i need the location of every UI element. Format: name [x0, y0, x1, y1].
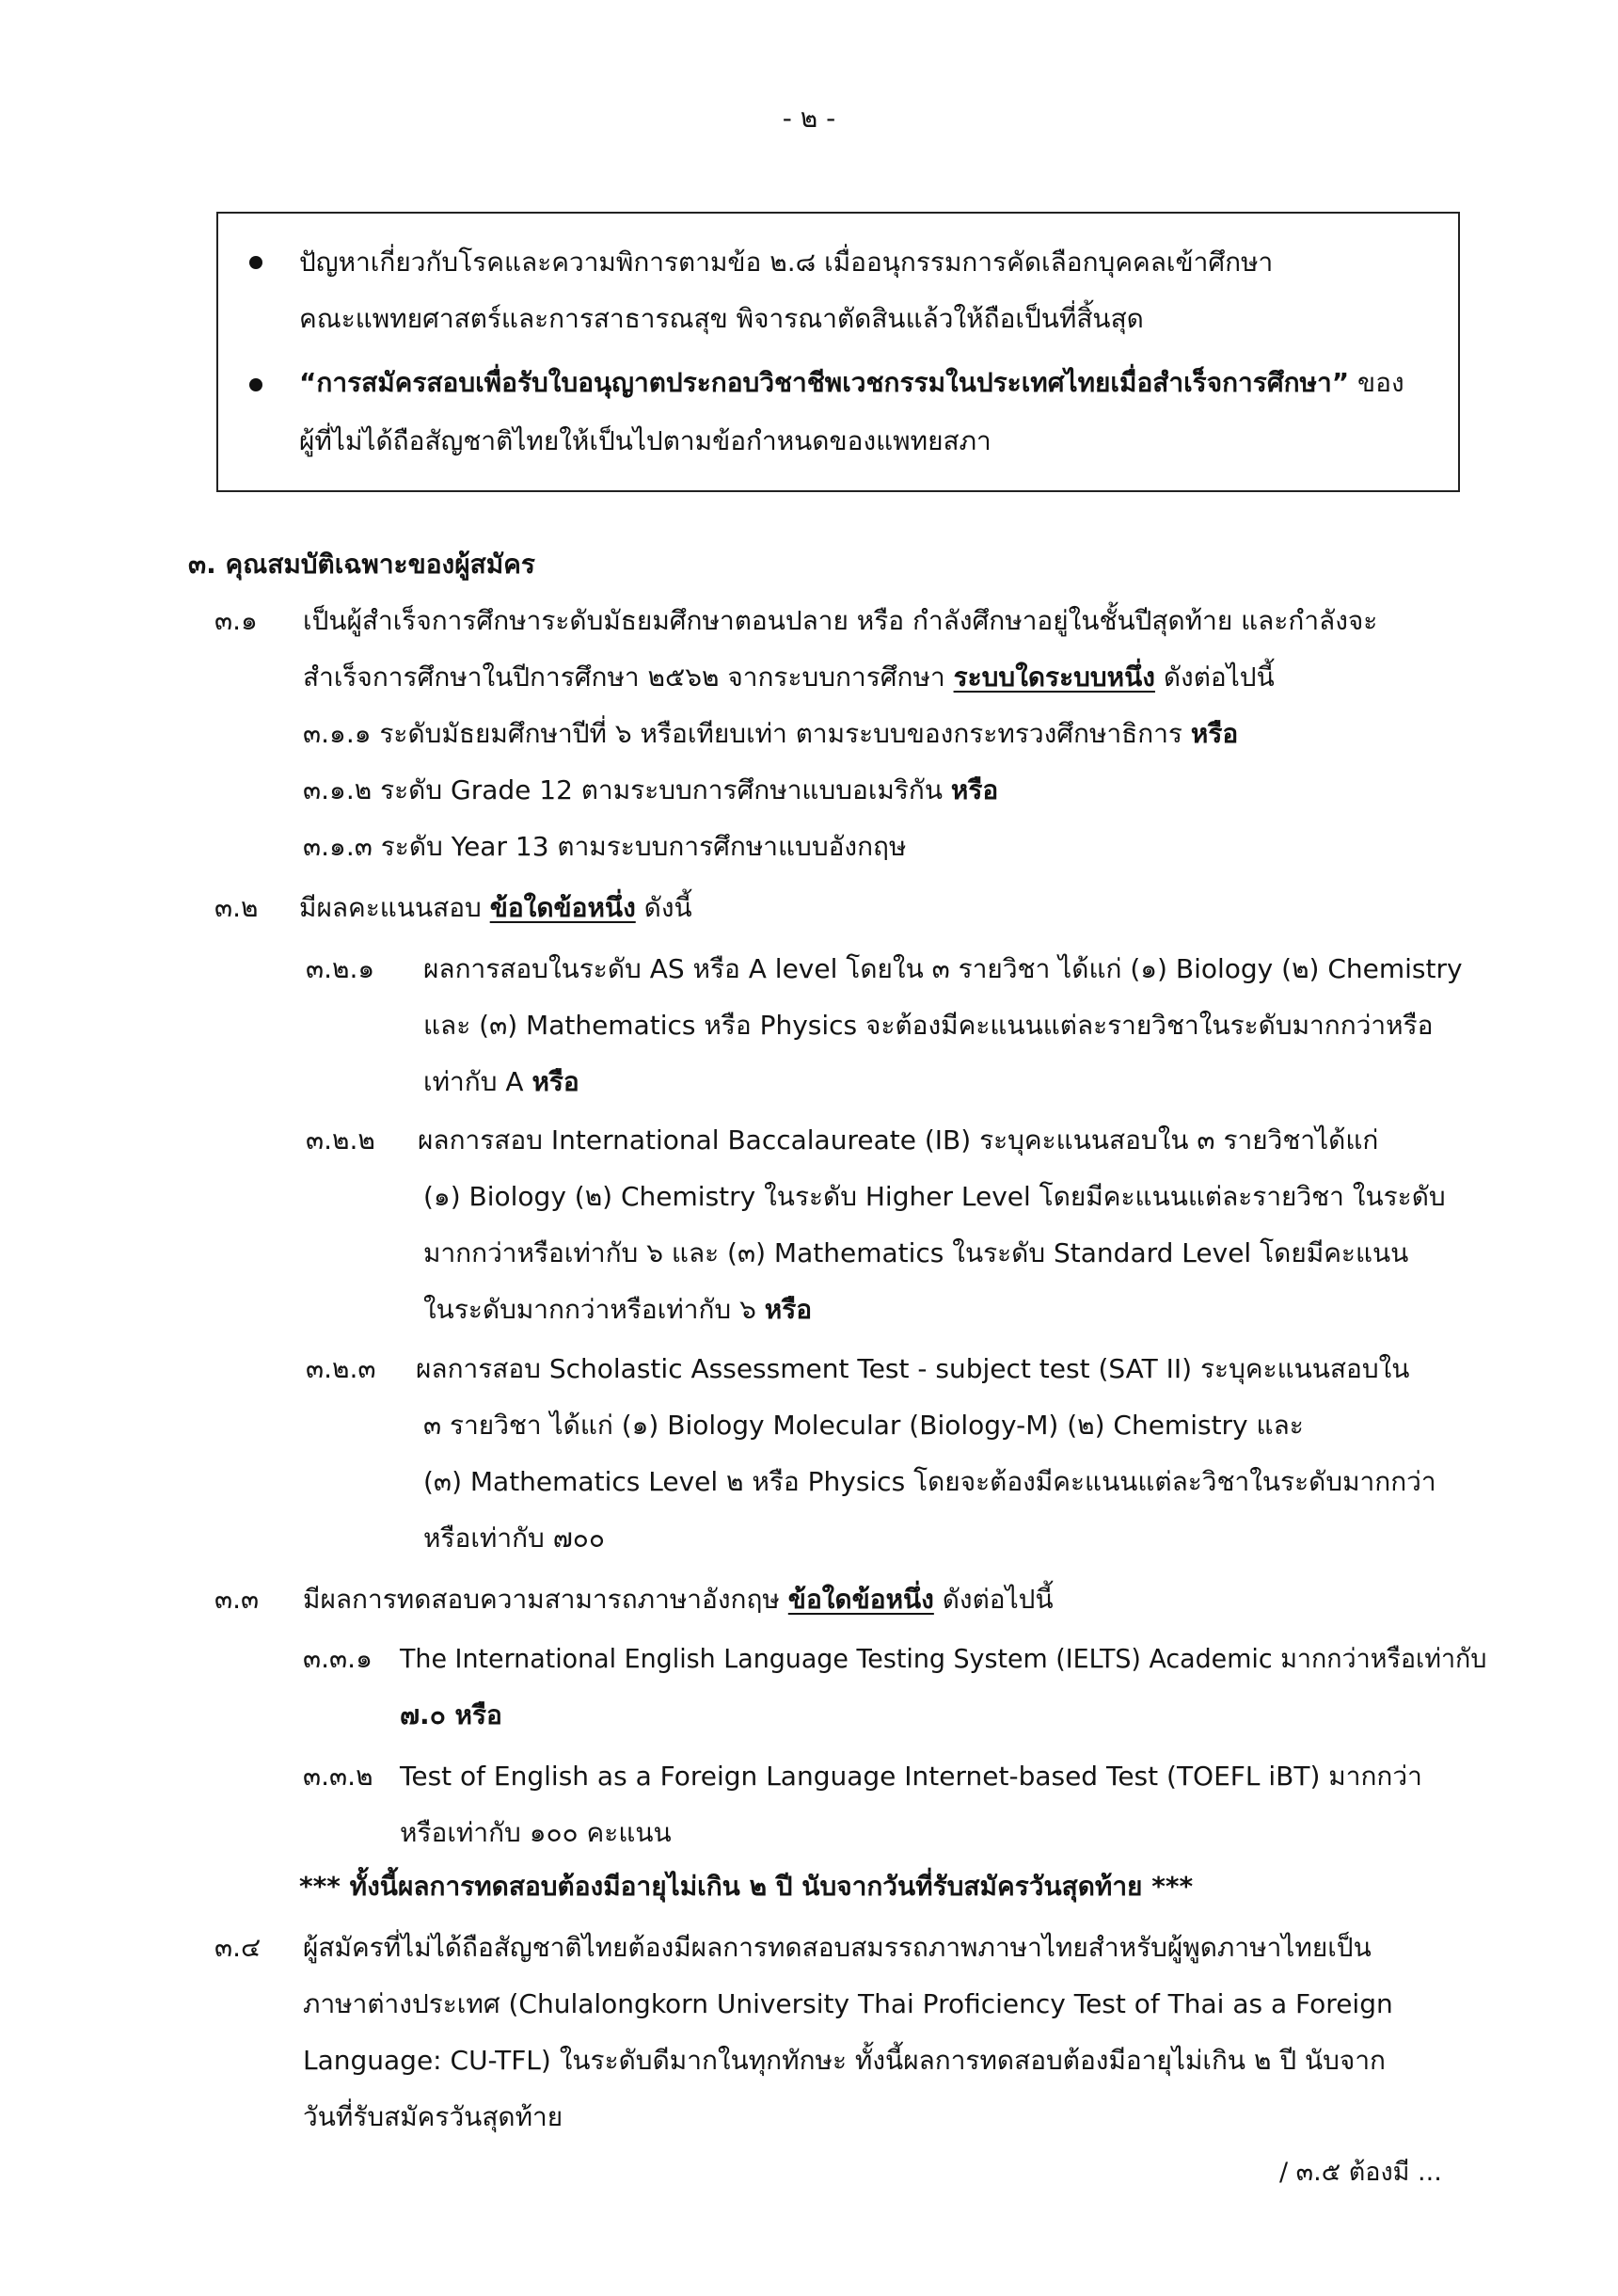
emphasis-text: ข้อใดข้อหนึ่ง	[787, 1584, 934, 1615]
page-number: - ๒ -	[782, 103, 836, 134]
paragraph-line: (๑) Biology (๒) Chemistry ในระดับ Higher Level โดยมีคะแนนแต่ละรายวิชา ในระดับ	[423, 1181, 1446, 1212]
paragraph-line: ผลการสอบ Scholastic Assessment Test - subject test (SAT II) ระบุคะแนนสอบใน	[416, 1353, 1410, 1384]
text: ดังนี้	[635, 892, 692, 923]
paragraph-line: ๗.๐ หรือ	[400, 1699, 502, 1730]
sub-item-number: ๓.๒.๓	[306, 1353, 376, 1384]
sub-item-number: ๓.๒.๒	[306, 1124, 375, 1156]
text: เท่ากับ A	[423, 1066, 532, 1097]
paragraph-line	[423, 1063, 579, 1101]
sub-item-number: ๓.๒.๑	[306, 953, 375, 984]
paragraph-line	[303, 659, 1275, 696]
paragraph-line: ผลการสอบ International Baccalaureate (IB) ระบุคะแนนสอบใน ๓ รายวิชาได้แก่	[418, 1124, 1379, 1156]
emphasis-text: ระบบใดระบบหนึ่ง	[953, 662, 1155, 693]
or-label: หรือ	[531, 1066, 579, 1097]
or-label: หรือ	[1190, 718, 1239, 749]
sub-item-number: ๓.๓.๒	[303, 1761, 373, 1792]
notice-text	[299, 364, 1404, 402]
text: ๓.๑.๑ ระดับมัธยมศึกษาปีที่ ๖ หรือเทียบเท่า ตามระบบของกระทรวงศึกษาธิการ	[303, 718, 1191, 749]
notice-text: ปัญหาเกี่ยวกับโรคและความพิการตามข้อ ๒.๘ เมื่ออนุกรรมการคัดเลือกบุคคลเข้าศึกษา	[299, 247, 1274, 278]
notice-text: ผู้ที่ไม่ได้ถือสัญชาติไทยให้เป็นไปตามข้อกำหนดของแพทยสภา	[299, 425, 991, 456]
or-label: หรือ	[764, 1294, 813, 1325]
note-text: *** ทั้งนี้ผลการทดสอบต้องมีอายุไม่เกิน ๒ ปี นับจากวันที่รับสมัครวันสุดท้าย ***	[299, 1871, 1194, 1902]
notice-text-rest: ของ	[1349, 367, 1404, 398]
section-heading: ๓. คุณสมบัติเฉพาะของผู้สมัคร	[188, 549, 535, 580]
text: มีผลการทดสอบความสามารถภาษาอังกฤษ	[303, 1584, 788, 1615]
paragraph-line: หรือเท่ากับ ๗๐๐	[423, 1523, 605, 1554]
paragraph-line	[303, 1581, 1054, 1618]
item-number: ๓.๔	[214, 1932, 262, 1963]
or-label: หรือ	[950, 774, 999, 805]
paragraph-line: ๓ รายวิชา ได้แก่ (๑) Biology Molecular (Biology-M) (๒) Chemistry และ	[423, 1410, 1304, 1441]
item-number: ๓.๒	[214, 892, 259, 923]
notice-bold-text: “การสมัครสอบเพื่อรับใบอนุญาตประกอบวิชาชีพเวชกรรมในประเทศไทยเมื่อสำเร็จการศึกษา”	[299, 367, 1350, 398]
sub-item	[303, 715, 1238, 753]
text: ดังต่อไปนี้	[1154, 662, 1275, 693]
item-number: ๓.๑	[214, 605, 258, 636]
paragraph-line: Test of English as a Foreign Language Internet-based Test (TOEFL iBT) มากกว่า	[400, 1761, 1422, 1792]
paragraph-line	[299, 889, 692, 927]
text: มีผลคะแนนสอบ	[299, 892, 490, 923]
continuation-footer: / ๓.๕ ต้องมี ...	[1279, 2158, 1442, 2187]
paragraph-line	[423, 1291, 812, 1329]
paragraph-line: และ (๓) Mathematics หรือ Physics จะต้องมีคะแนนแต่ละรายวิชาในระดับมากกว่าหรือ	[423, 1010, 1434, 1041]
text: ดังต่อไปนี้	[933, 1584, 1054, 1615]
text: ๓.๑.๒ ระดับ Grade 12 ตามระบบการศึกษาแบบอเมริกัน	[303, 774, 951, 805]
sub-item	[303, 772, 998, 809]
paragraph-line: ภาษาต่างประเทศ (Chulalongkorn University Thai Proficiency Test of Thai as a Foreign	[303, 1988, 1393, 2019]
paragraph-line: ผู้สมัครที่ไม่ได้ถือสัญชาติไทยต้องมีผลการทดสอบสมรรถภาพภาษาไทยสำหรับผู้พูดภาษาไทยเป็น	[303, 1932, 1372, 1963]
text: ในระดับมากกว่าหรือเท่ากับ ๖	[423, 1294, 765, 1325]
paragraph-line: ผลการสอบในระดับ AS หรือ A level โดยใน ๓ รายวิชา ได้แก่ (๑) Biology (๒) Chemistry	[423, 953, 1463, 984]
sub-item-number: ๓.๓.๑	[303, 1643, 373, 1674]
paragraph-line: เป็นผู้สำเร็จการศึกษาระดับมัธยมศึกษาตอนปลาย หรือ กำลังศึกษาอยู่ในชั้นปีสุดท้าย และกำลังจะ	[303, 605, 1378, 636]
bullet-dot	[249, 378, 262, 391]
bullet-dot	[249, 256, 262, 269]
text: สำเร็จการศึกษาในปีการศึกษา ๒๕๖๒ จากระบบการศึกษา	[303, 662, 954, 693]
item-number: ๓.๓	[214, 1584, 260, 1615]
paragraph-line: วันที่รับสมัครวันสุดท้าย	[303, 2101, 563, 2132]
emphasis-text: ข้อใดข้อหนึ่ง	[489, 892, 636, 923]
paragraph-line: หรือเท่ากับ ๑๐๐ คะแนน	[400, 1817, 672, 1848]
paragraph-line: (๓) Mathematics Level ๒ หรือ Physics โดยจะต้องมีคะแนนแต่ละวิชาในระดับมากกว่า	[423, 1466, 1436, 1497]
paragraph-line: The International English Language Testing System (IELTS) Academic มากกว่าหรือเท่ากับ	[400, 1643, 1487, 1674]
sub-item: ๓.๑.๓ ระดับ Year 13 ตามระบบการศึกษาแบบอังกฤษ	[303, 831, 907, 862]
paragraph-line: มากกว่าหรือเท่ากับ ๖ และ (๓) Mathematics ในระดับ Standard Level โดยมีคะแนน	[423, 1237, 1409, 1268]
notice-text: คณะแพทยศาสตร์และการสาธารณสุข พิจารณาตัดสินแล้วให้ถือเป็นที่สิ้นสุด	[299, 303, 1144, 334]
paragraph-line: Language: CU-TFL) ในระดับดีมากในทุกทักษะ ทั้งนี้ผลการทดสอบต้องมีอายุไม่เกิน ๒ ปี นับจาก	[303, 2045, 1386, 2076]
